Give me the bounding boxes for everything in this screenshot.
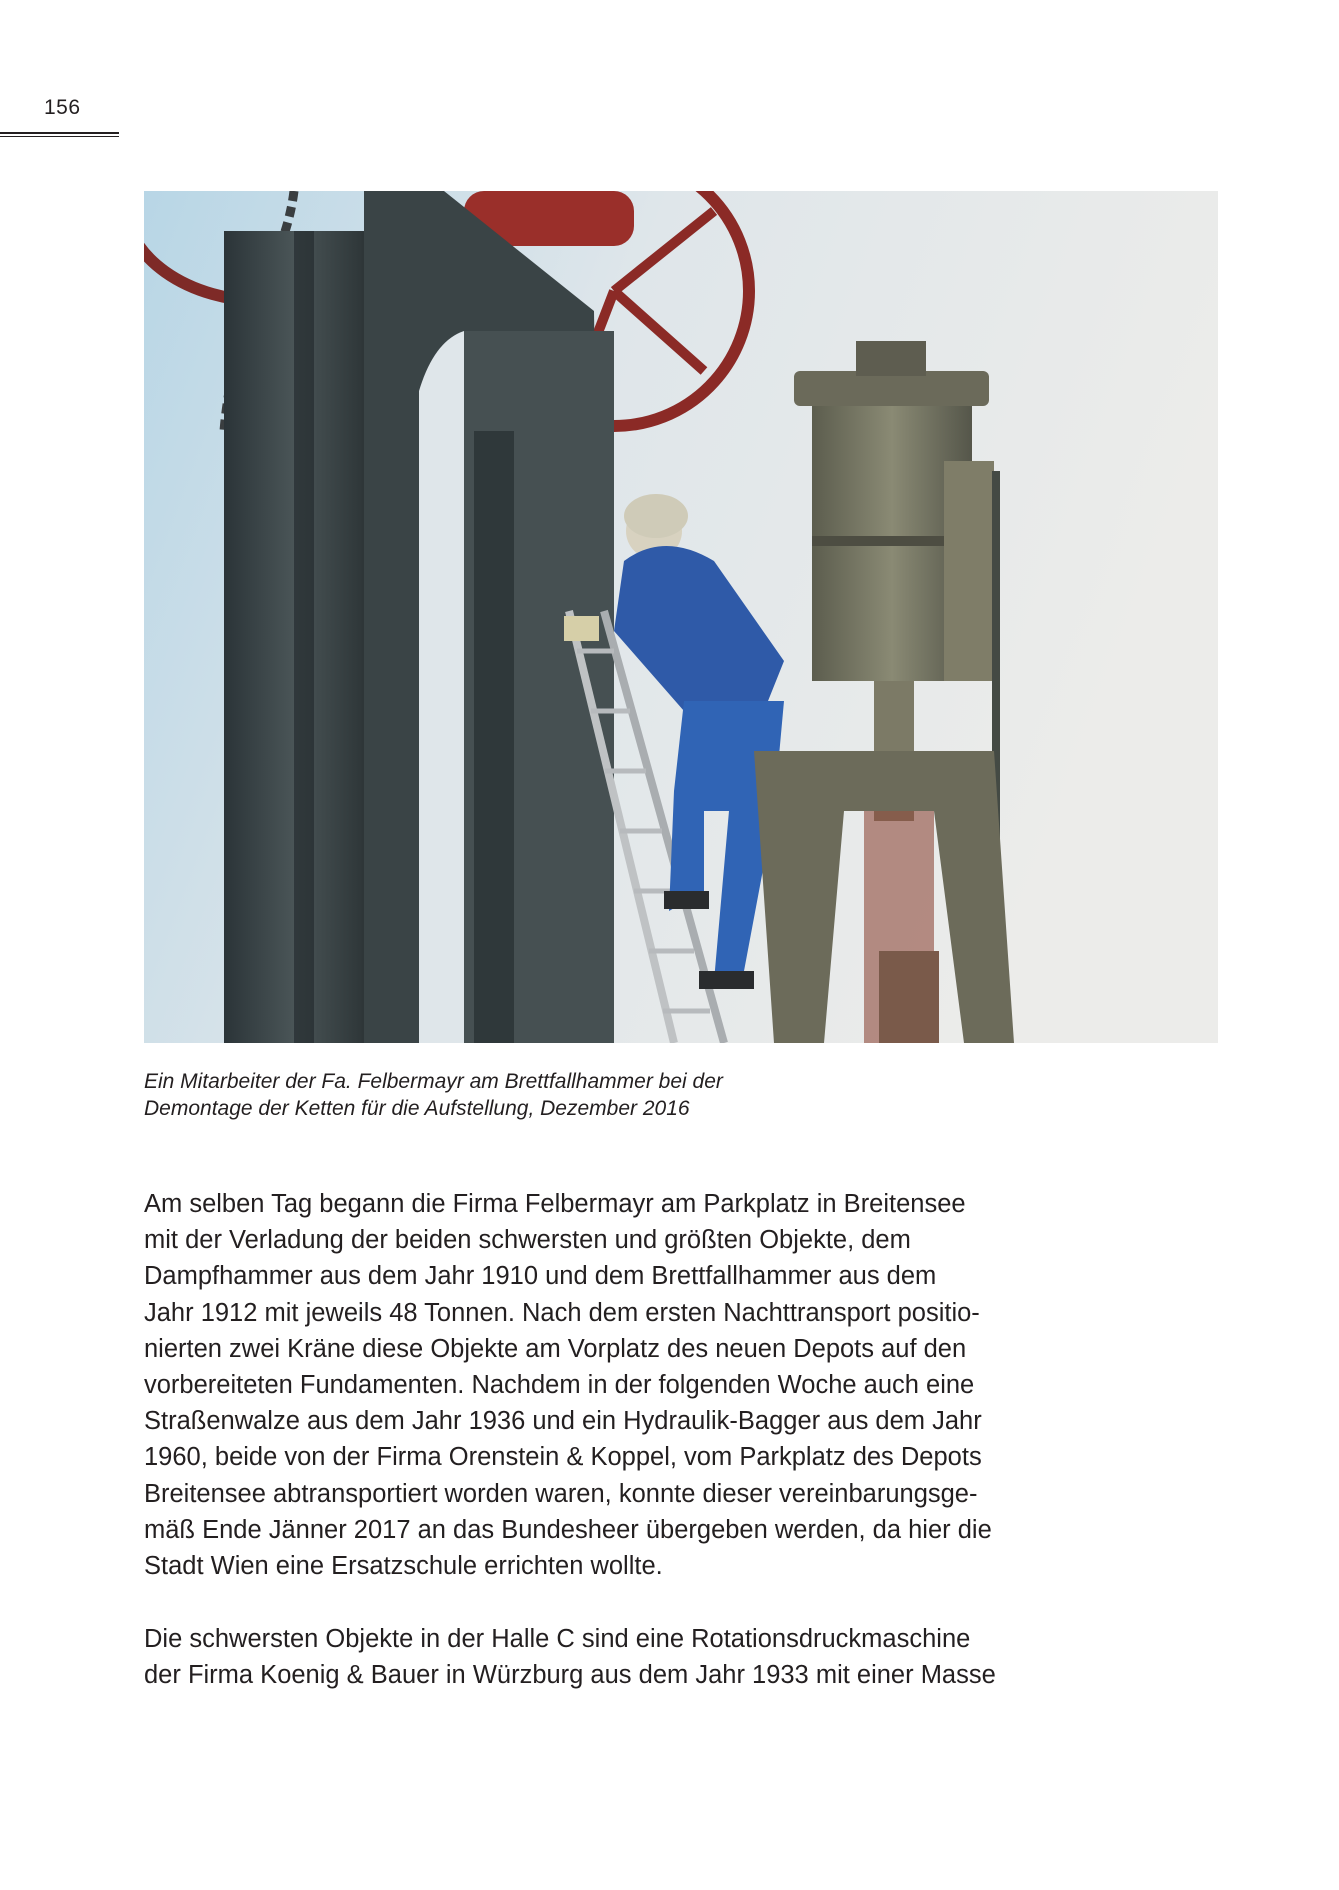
text-line: der Firma Koenig & Bauer in Würzburg aus dem Jahr 1933 mit einer Masse [144, 1661, 996, 1690]
text-line: Straßenwalze aus dem Jahr 1936 und ein Hydraulik-Bagger aus dem Jahr [144, 1407, 982, 1436]
text-line: mäß Ende Jänner 2017 an das Bundesheer übergeben werden, da hier die [144, 1515, 992, 1544]
text-line: Dampfhammer aus dem Jahr 1910 und dem Brettfallhammer aus dem [144, 1262, 937, 1291]
text-line: Breitensee abtransportiert worden waren, konnte dieser vereinbarungsge- [144, 1479, 978, 1508]
caption-line: Demontage der Ketten für die Aufstellung, Dezember 2016 [144, 1097, 690, 1120]
text-line: nierten zwei Kräne diese Objekte am Vorplatz des neuen Depots auf den [144, 1334, 967, 1363]
caption-line: Ein Mitarbeiter der Fa. Felbermayr am Brettfallhammer bei der [144, 1070, 723, 1093]
body-paragraph-1 [144, 1186, 1044, 1584]
text-line: mit der Verladung der beiden schwersten und größten Objekte, dem [144, 1226, 911, 1255]
photo-worker-on-ladder-brettfallhammer [144, 191, 1218, 1043]
text-line: Jahr 1912 mit jeweils 48 Tonnen. Nach dem ersten Nachttransport positio- [144, 1298, 980, 1327]
text-line: Stadt Wien eine Ersatzschule errichten wollte. [144, 1552, 663, 1581]
text-line: vorbereiteten Fundamenten. Nachdem in der folgenden Woche auch eine [144, 1371, 975, 1400]
page-number: 156 [44, 96, 81, 119]
header-rule-thin [0, 136, 119, 137]
body-paragraph-2 [144, 1621, 1044, 1693]
header-rule [0, 132, 119, 134]
text-line: Am selben Tag begann die Firma Felbermayr am Parkplatz in Breitensee [144, 1190, 966, 1218]
figure-caption [144, 1068, 1044, 1122]
text-line: Die schwersten Objekte in der Halle C sind eine Rotationsdruckmaschine [144, 1625, 971, 1653]
photo-illustration [144, 191, 1218, 1043]
text-line: 1960, beide von der Firma Orenstein & Koppel, vom Parkplatz des Depots [144, 1443, 982, 1472]
